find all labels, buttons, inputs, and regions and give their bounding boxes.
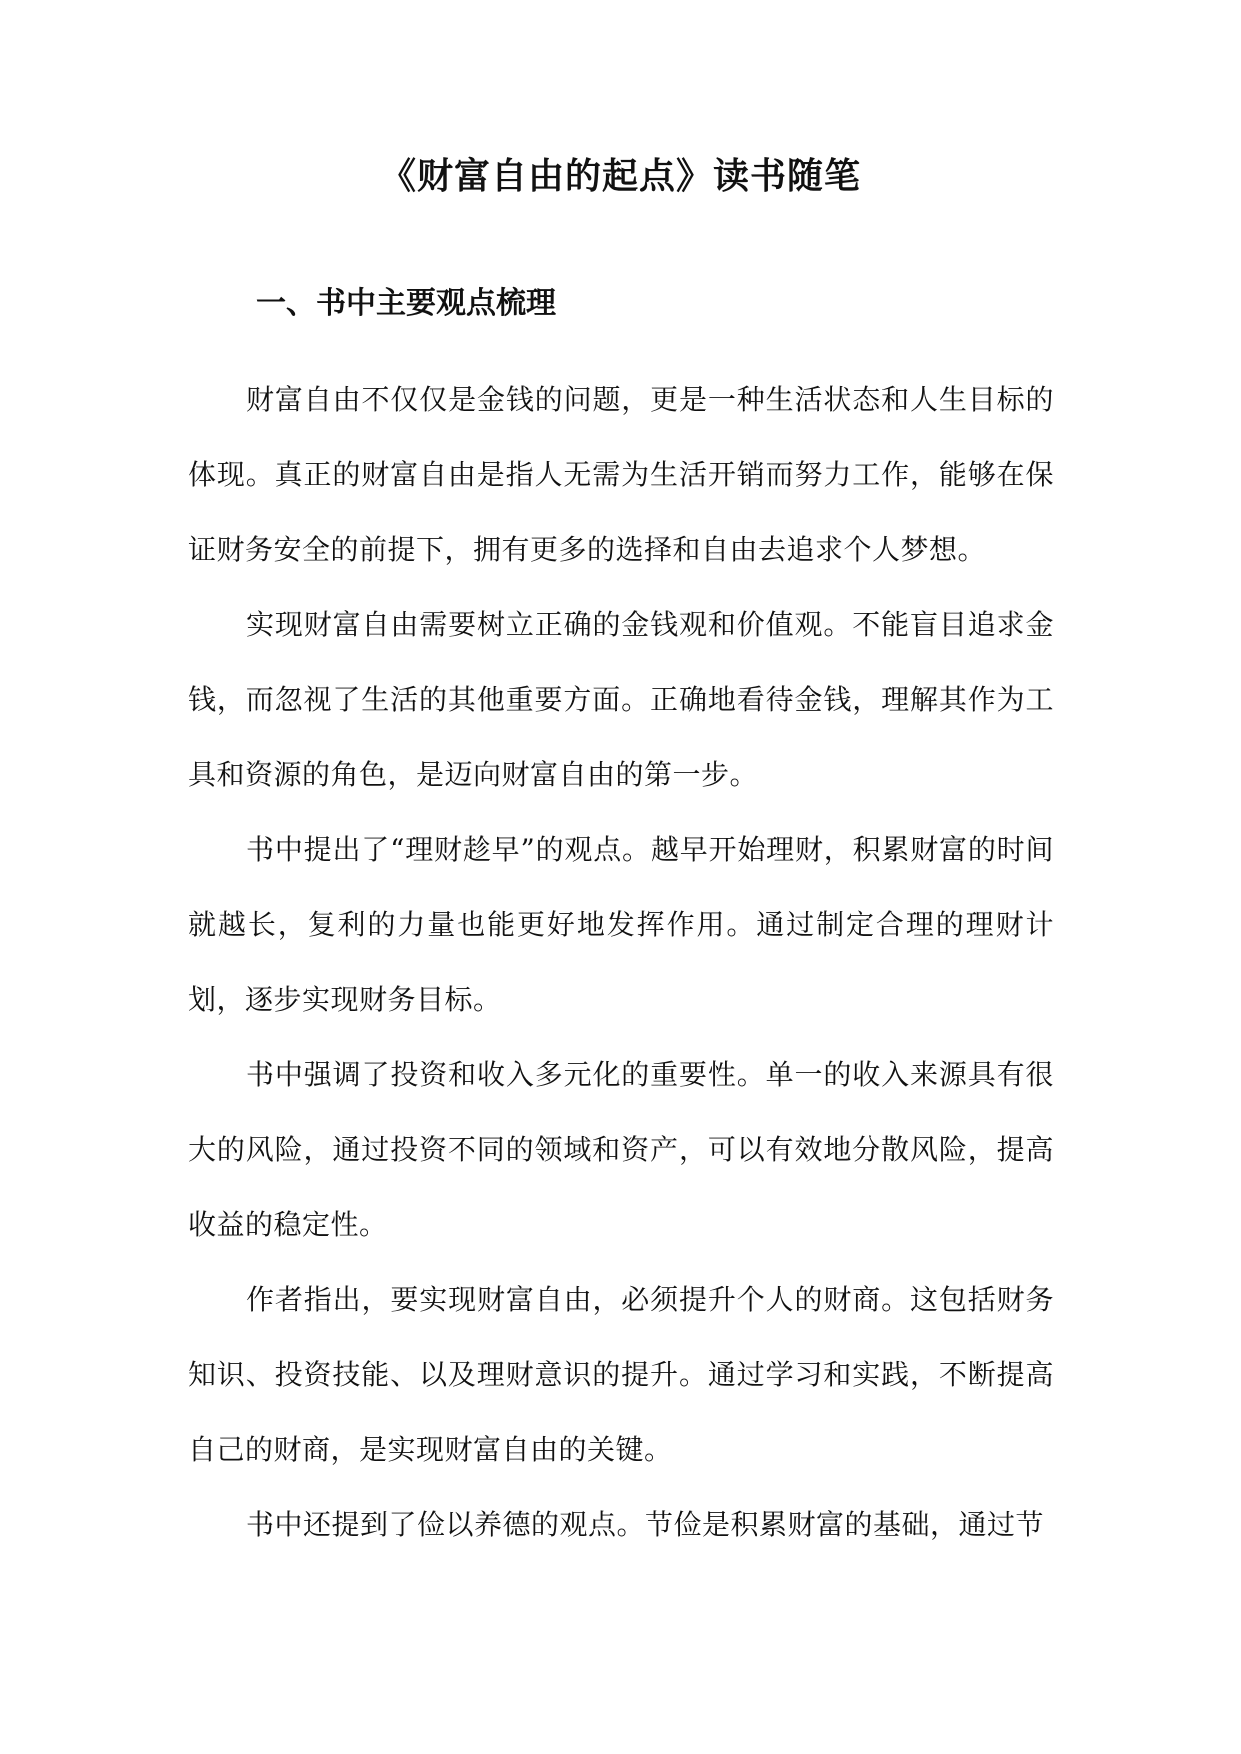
paragraph-1: 财富自由不仅仅是金钱的问题，更是一种生活状态和人生目标的体现。真正的财富自由是指人无需为生活开销而努力工作，能够在保证财务安全的前提下，拥有更多的选择和自由去追求个人梦想。: [188, 383, 1054, 566]
document-title: 《财富自由的起点》读书随笔: [379, 155, 861, 197]
paragraph-3: 书中提出了“理财趁早”的观点。越早开始理财，积累财富的时间就越长，复利的力量也能更好地发挥作用。通过制定合理的理财计划，逐步实现财务目标。: [188, 833, 1054, 1016]
paragraph-2: 实现财富自由需要树立正确的金钱观和价值观。不能盲目追求金钱，而忽视了生活的其他重要方面。正确地看待金钱，理解其作为工具和资源的角色，是迈向财富自由的第一步。: [188, 608, 1054, 791]
paragraph-6: 书中还提到了俭以养德的观点。节俭是积累财富的基础，通过节: [246, 1508, 1045, 1541]
document-body: [188, 362, 1054, 1562]
paragraph-5: 作者指出，要实现财富自由，必须提升个人的财商。这包括财务知识、投资技能、以及理财意识的提升。通过学习和实践，不断提高自己的财商，是实现财富自由的关键。: [188, 1283, 1054, 1466]
section-heading: 一、书中主要观点梳理: [256, 286, 556, 321]
paragraph-4: 书中强调了投资和收入多元化的重要性。单一的收入来源具有很大的风险，通过投资不同的领域和资产，可以有效地分散风险，提高收益的稳定性。: [188, 1058, 1054, 1241]
